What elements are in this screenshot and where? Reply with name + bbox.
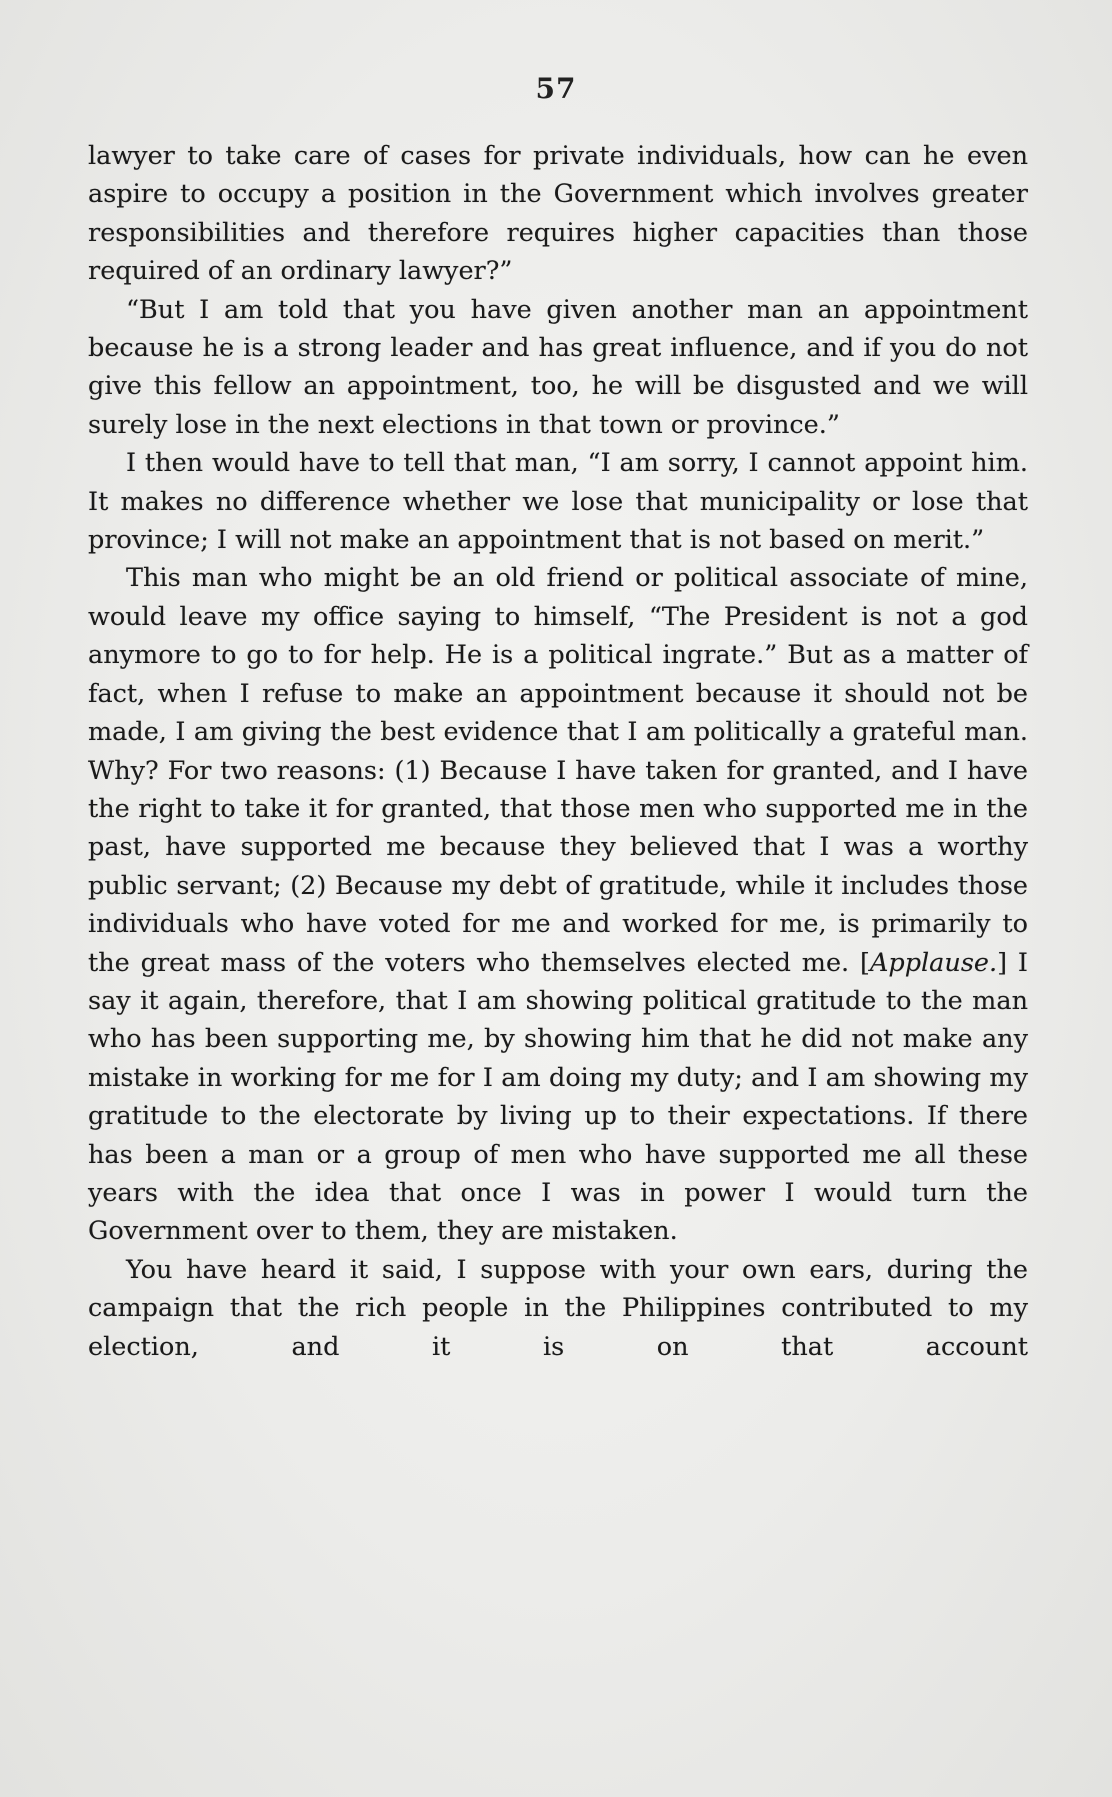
paragraph-4-part-1: This man who might be an old friend or political associate of mine, would leave my office saying to himself, “The President is not a god anymore to go to for help. He is a political ingrate.” But as a matter of fact, when I refuse to make an appointment because it should not be made, I am giving the best evidence that I am politically a grateful man. Why? For two reasons: (1) Because I have taken for granted, and I have the right to take it for granted, that those men who supported me in the past, have supported me because they believed that I was a worthy public servant; (2) Because my debt of gratitude, while it includes those individuals who have voted for me and worked for me, is primarily to the great mass of the voters who themselves elected me. [ xyxy=(88,563,1028,978)
paragraph-1: lawyer to take care of cases for private individuals, how can he even aspire to occupy a position in the Government which involves greater responsibilities and therefore requires higher capacities than those required of an ordinary lawyer?” xyxy=(88,141,1028,287)
applause-note: Applause. xyxy=(869,947,998,978)
paragraph-2: “But I am told that you have given another man an appointment because he is a strong leader and has great influence, and if you do not give this fellow an appointment, too, he will be disgusted and we will surely lose in the next elections in that town or province.” xyxy=(88,294,1028,440)
body-text xyxy=(88,137,1028,1366)
paragraph-4 xyxy=(88,559,1028,1250)
paragraph-5: You have heard it said, I suppose with your own ears, during the campaign that the rich people in the Philippines contributed to my election, and it is on that account xyxy=(88,1254,1028,1362)
paragraph-4-part-2: ] I say it again, therefore, that I am showing political gratitude to the man who has been supporting me, by showing him that he did not make any mistake in working for me for I am doing my duty; and I am showing my gratitude to the electorate by living up to their expectations. If there has been a man or a group of men who have supported me all these years with the idea that once I was in power I would turn the Government over to them, they are mistaken. xyxy=(88,947,1028,1247)
paragraph-3: I then would have to tell that man, “I am sorry, I cannot appoint him. It makes no difference whether we lose that municipality or lose that province; I will not make an appointment that is not based on merit.” xyxy=(88,448,1028,556)
page-number: 57 xyxy=(535,72,577,105)
